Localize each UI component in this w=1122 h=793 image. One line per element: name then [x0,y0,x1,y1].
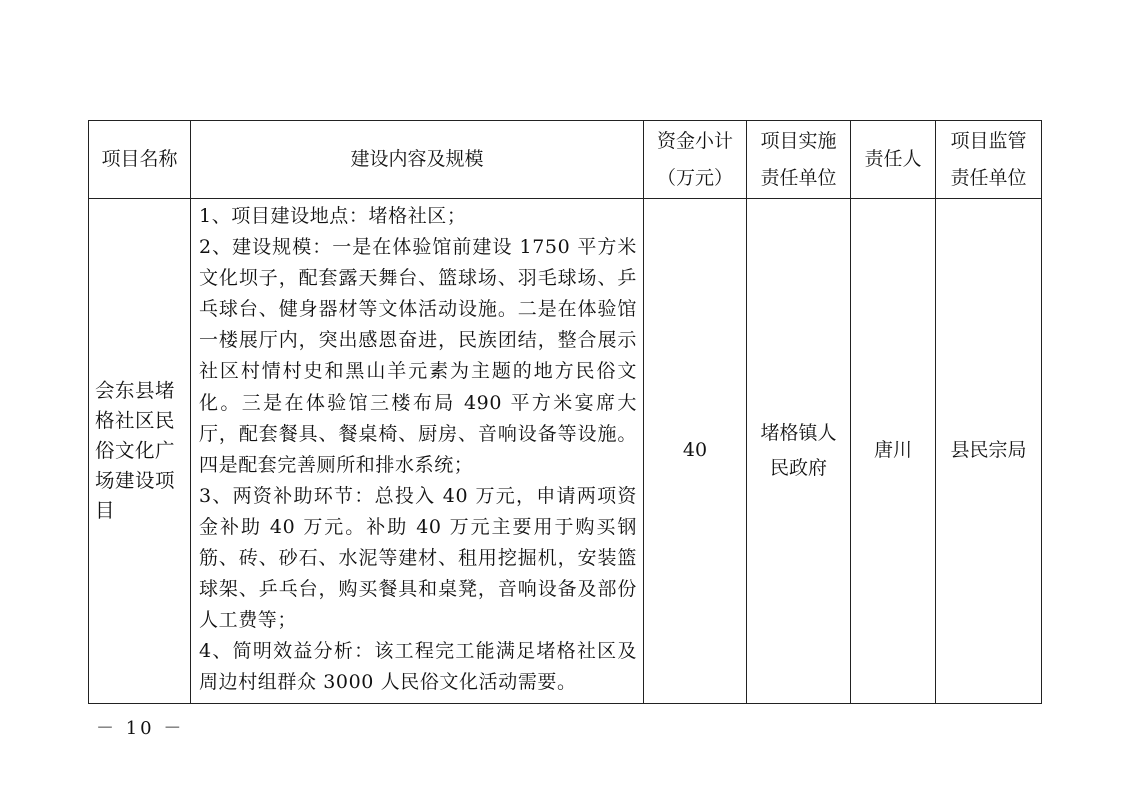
implementing-unit-cell [747,199,851,704]
header-implementing-unit [747,121,851,199]
header-row [89,121,1042,199]
header-impl-line1: 项目实施 [760,129,837,152]
header-impl-line2: 责任单位 [760,166,837,189]
impl-unit-line2: 民政府 [769,456,827,479]
header-supervise-line1: 项目监管 [950,129,1027,152]
header-funds-line2: （万元） [656,166,733,189]
header-funds [644,121,747,199]
table-row [89,199,1042,704]
project-table [88,120,1042,704]
funds-cell: 40 [644,199,747,704]
content-item-benefit: 4、简明效益分析：该工程完工能满足堵格社区及周边村组群众 3000 人民俗文化活动需要。 [199,640,637,694]
header-project-name: 项目名称 [89,121,191,199]
project-name-cell: 会东县堵格社区民俗文化广场建设项目 [89,199,191,704]
header-content: 建设内容及规模 [191,121,644,199]
content-item-location: 1、项目建设地点：堵格社区； [199,205,467,227]
responsible-person-cell: 唐川 [851,199,936,704]
header-funds-line1: 资金小计 [656,129,733,152]
content-item-subsidy: 3、两资补助环节：总投入 40 万元，申请两项资金补助 40 万元。补助 40 万元主要用于购买钢筋、砖、砂石、水泥等建材、租用挖掘机，安装篮球架、乒乓台，购买餐具和桌凳，音响设备及部份人工费等； [199,484,637,632]
page-number: － 10 － [96,718,185,739]
content-item-scale: 2、建设规模：一是在体验馆前建设 1750 平方米文化坝子，配套露天舞台、篮球场、羽毛球场、乒乓球台、健身器材等文体活动设施。二是在体验馆一楼展厅内，突出感恩奋进，民族团结，整合展示社区村情村史和黑山羊元素为主题的地方民俗文化。三是在体验馆三楼布局 490 平方米宴席大厅，配套餐具、餐桌椅、厨房、音响设备等设施。四是配套完善厕所和排水系统； [199,236,637,476]
header-responsible-person: 责任人 [851,121,936,199]
header-supervising-unit [936,121,1042,199]
impl-unit-line1: 堵格镇人 [760,421,837,444]
content-cell [191,199,644,704]
header-supervise-line2: 责任单位 [950,166,1027,189]
supervising-unit-cell: 县民宗局 [936,199,1042,704]
